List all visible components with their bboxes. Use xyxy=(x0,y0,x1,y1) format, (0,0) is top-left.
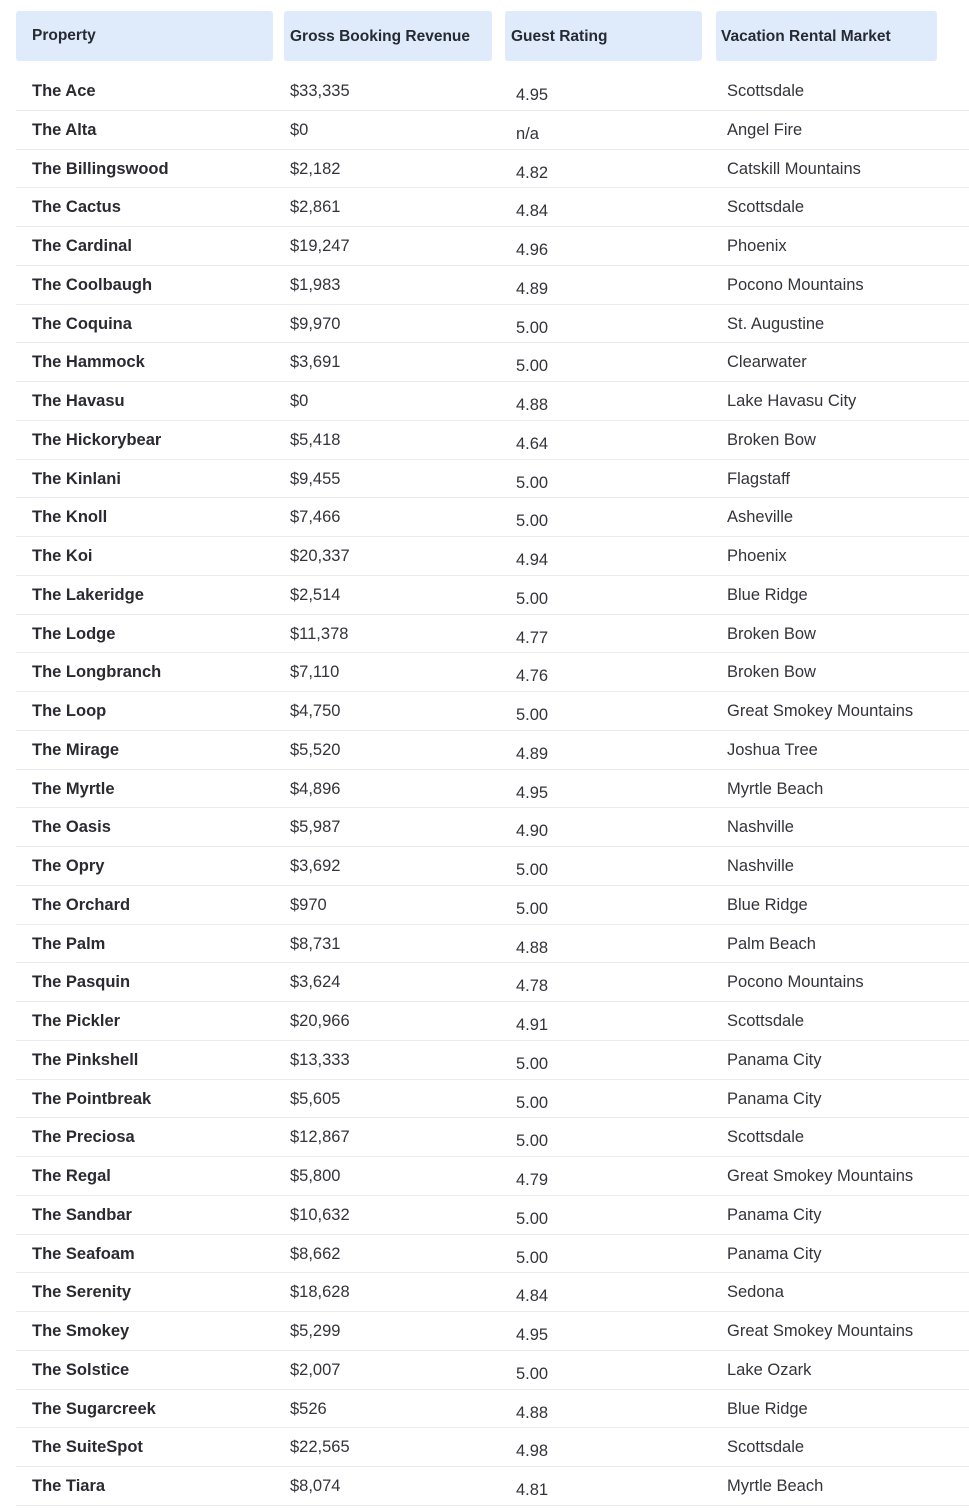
property-name: The Oasis xyxy=(32,818,111,837)
column-header-vacation-rental-market[interactable]: Vacation Rental Market xyxy=(716,11,937,61)
vacation-rental-market: Blue Ridge xyxy=(727,585,808,604)
property-name: The Billingswood xyxy=(32,159,169,178)
guest-rating: 4.88 xyxy=(516,396,549,414)
gross-booking-revenue: $10,632 xyxy=(290,1205,350,1224)
gross-booking-revenue: $8,074 xyxy=(290,1477,341,1495)
table-row xyxy=(0,1041,969,1080)
vacation-rental-market: Great Smokey Mountains xyxy=(727,702,914,720)
guest-rating: 5.00 xyxy=(516,861,549,879)
vacation-rental-market: Scottsdale xyxy=(727,1128,805,1147)
guest-rating: 5.00 xyxy=(516,1054,549,1073)
table-row xyxy=(0,576,969,615)
gross-booking-revenue: $4,896 xyxy=(290,779,341,798)
table-row xyxy=(0,1312,969,1351)
table-row xyxy=(0,615,969,654)
property-name: The Mirage xyxy=(32,740,120,759)
property-name: The Koi xyxy=(32,547,93,565)
table-row xyxy=(0,1002,969,1041)
table-row xyxy=(0,343,969,382)
table-row xyxy=(0,692,969,731)
guest-rating: 4.91 xyxy=(516,1016,549,1034)
vacation-rental-market: Asheville xyxy=(727,508,794,527)
gross-booking-revenue: $2,007 xyxy=(290,1360,341,1379)
guest-rating: 4.78 xyxy=(516,977,549,996)
guest-rating: 4.88 xyxy=(516,938,549,957)
table-row xyxy=(0,925,969,964)
gross-booking-revenue: $5,987 xyxy=(290,818,341,837)
table-row xyxy=(0,1428,969,1467)
property-name: The Hickorybear xyxy=(32,430,162,449)
column-header-gross-booking-revenue[interactable]: Gross Booking Revenue xyxy=(284,11,492,61)
gross-booking-revenue: $7,110 xyxy=(290,663,340,682)
gross-booking-revenue: $3,691 xyxy=(290,353,341,372)
vacation-rental-market: Pocono Mountains xyxy=(727,973,864,992)
guest-rating: 4.89 xyxy=(516,279,549,298)
vacation-rental-market: Broken Bow xyxy=(727,663,816,682)
property-name: The Pickler xyxy=(32,1012,121,1030)
vacation-rental-market: Panama City xyxy=(727,1089,822,1108)
gross-booking-revenue: $5,520 xyxy=(290,740,341,759)
property-name: The Lodge xyxy=(32,624,116,643)
table-row xyxy=(0,1390,969,1429)
guest-rating: 4.84 xyxy=(516,1287,549,1306)
property-name: The Tiara xyxy=(32,1477,106,1495)
property-name: The Havasu xyxy=(32,392,125,410)
vacation-rental-market: Catskill Mountains xyxy=(727,159,861,178)
table-row xyxy=(0,731,969,770)
guest-rating: 4.64 xyxy=(516,434,549,453)
property-name: The Opry xyxy=(32,857,105,875)
gross-booking-revenue: $5,800 xyxy=(290,1167,341,1185)
vacation-rental-market: Great Smokey Mountains xyxy=(727,1167,914,1185)
property-name: The Orchard xyxy=(32,895,131,914)
table-row xyxy=(0,1273,969,1312)
table-row xyxy=(0,537,969,576)
vacation-rental-market: Phoenix xyxy=(727,237,787,255)
column-header-guest-rating[interactable]: Guest Rating xyxy=(505,11,702,61)
vacation-rental-market: Nashville xyxy=(727,857,794,875)
gross-booking-revenue: $5,605 xyxy=(290,1089,341,1108)
guest-rating: 4.77 xyxy=(516,628,549,647)
property-name: The Serenity xyxy=(32,1283,132,1302)
gross-booking-revenue: $5,299 xyxy=(290,1322,341,1340)
guest-rating: 5.00 xyxy=(516,706,549,724)
guest-rating: 4.95 xyxy=(516,783,549,802)
gross-booking-revenue: $2,182 xyxy=(290,159,341,178)
guest-rating: 5.00 xyxy=(516,589,549,608)
gross-booking-revenue: $7,466 xyxy=(290,508,341,527)
table-row xyxy=(0,1351,969,1390)
guest-rating: 5.00 xyxy=(516,1093,549,1112)
gross-booking-revenue: $4,750 xyxy=(290,702,341,720)
guest-rating: 4.76 xyxy=(516,667,549,686)
table-row xyxy=(0,227,969,266)
table-row xyxy=(0,653,969,692)
guest-rating: 4.98 xyxy=(516,1442,549,1461)
column-header-property[interactable]: Property xyxy=(16,11,273,61)
table-row xyxy=(0,188,969,227)
gross-booking-revenue: $5,418 xyxy=(290,430,341,449)
gross-booking-revenue: $8,662 xyxy=(290,1244,341,1263)
guest-rating: 5.00 xyxy=(516,1132,549,1151)
vacation-rental-market: Scottsdale xyxy=(727,1012,805,1030)
gross-booking-revenue: $3,624 xyxy=(290,973,341,992)
guest-rating: 5.00 xyxy=(516,512,549,531)
property-name: The Longbranch xyxy=(32,663,162,682)
gross-booking-revenue: $12,867 xyxy=(290,1128,350,1147)
property-name: The Ace xyxy=(32,82,96,100)
guest-rating: 4.94 xyxy=(516,551,549,569)
property-name: The Cardinal xyxy=(32,237,132,255)
guest-rating: 4.88 xyxy=(516,1403,549,1422)
table-row xyxy=(0,305,969,344)
table-row xyxy=(0,266,969,305)
guest-rating: 4.79 xyxy=(516,1171,549,1189)
table-row xyxy=(0,421,969,460)
property-name: The Coquina xyxy=(32,314,132,333)
table-row xyxy=(0,808,969,847)
table-row xyxy=(0,498,969,537)
property-name: The Sandbar xyxy=(32,1205,132,1224)
vacation-rental-market: Angel Fire xyxy=(727,120,803,139)
table-body xyxy=(0,72,969,1506)
vacation-rental-market: Panama City xyxy=(727,1205,822,1224)
property-name: The Lakeridge xyxy=(32,585,144,604)
vacation-rental-market: Clearwater xyxy=(727,353,807,372)
vacation-rental-market: Great Smokey Mountains xyxy=(727,1322,914,1340)
vacation-rental-market: Blue Ridge xyxy=(727,895,808,914)
gross-booking-revenue: $13,333 xyxy=(290,1050,350,1069)
table-row xyxy=(0,770,969,809)
guest-rating: 4.96 xyxy=(516,241,549,259)
guest-rating: 4.90 xyxy=(516,822,549,841)
vacation-rental-market: Broken Bow xyxy=(727,624,816,643)
property-name: The Myrtle xyxy=(32,779,115,798)
gross-booking-revenue: $1,983 xyxy=(290,275,341,294)
property-name: The Pointbreak xyxy=(32,1089,152,1108)
vacation-rental-market: Myrtle Beach xyxy=(727,1477,824,1495)
property-name: The Sugarcreek xyxy=(32,1399,156,1418)
table-row xyxy=(0,1080,969,1119)
property-name: The Pasquin xyxy=(32,973,131,992)
table-row xyxy=(0,382,969,421)
gross-booking-revenue: $20,966 xyxy=(290,1012,350,1030)
vacation-rental-market: Nashville xyxy=(727,818,794,837)
table-row xyxy=(0,1118,969,1157)
gross-booking-revenue: $2,514 xyxy=(290,585,341,604)
property-name: The Smokey xyxy=(32,1322,130,1340)
property-name: The Hammock xyxy=(32,353,145,372)
gross-booking-revenue: $9,970 xyxy=(290,314,341,333)
guest-rating: 4.95 xyxy=(516,86,549,104)
guest-rating: 5.00 xyxy=(516,473,549,492)
property-name: The Alta xyxy=(32,120,97,139)
table-row xyxy=(0,1235,969,1274)
table-row xyxy=(0,460,969,499)
gross-booking-revenue: $33,335 xyxy=(290,82,350,100)
property-name: The Loop xyxy=(32,702,107,720)
table-row xyxy=(0,886,969,925)
guest-rating: 4.89 xyxy=(516,744,549,763)
gross-booking-revenue: $22,565 xyxy=(290,1438,350,1457)
property-name: The Regal xyxy=(32,1167,111,1185)
table-row xyxy=(0,1157,969,1196)
gross-booking-revenue: $8,731 xyxy=(290,934,341,953)
table-row xyxy=(0,847,969,886)
table-row xyxy=(0,150,969,189)
vacation-rental-market: Lake Ozark xyxy=(727,1360,812,1379)
vacation-rental-market: Myrtle Beach xyxy=(727,779,824,798)
vacation-rental-market: Phoenix xyxy=(727,547,787,565)
guest-rating: 5.00 xyxy=(516,899,549,918)
guest-rating: 5.00 xyxy=(516,1209,549,1228)
guest-rating: 4.82 xyxy=(516,163,549,182)
guest-rating: n/a xyxy=(516,124,539,143)
property-name: The Preciosa xyxy=(32,1128,135,1147)
property-name: The Seafoam xyxy=(32,1244,135,1263)
property-name: The Coolbaugh xyxy=(32,275,153,294)
vacation-rental-market: Scottsdale xyxy=(727,82,805,100)
gross-booking-revenue: $970 xyxy=(290,895,327,914)
gross-booking-revenue: $18,628 xyxy=(290,1283,350,1302)
property-name: The Kinlani xyxy=(32,469,121,488)
gross-booking-revenue: $19,247 xyxy=(290,237,350,255)
guest-rating: 5.00 xyxy=(516,1364,549,1383)
vacation-rental-market: St. Augustine xyxy=(727,314,825,333)
vacation-rental-market: Pocono Mountains xyxy=(727,275,864,294)
guest-rating: 4.84 xyxy=(516,202,549,221)
property-name: The SuiteSpot xyxy=(32,1438,143,1457)
vacation-rental-market: Panama City xyxy=(727,1050,822,1069)
vacation-rental-market: Lake Havasu City xyxy=(727,392,857,410)
gross-booking-revenue: $11,378 xyxy=(290,624,349,643)
gross-booking-revenue: $0 xyxy=(290,120,309,139)
gross-booking-revenue: $3,692 xyxy=(290,857,341,875)
gross-booking-revenue: $20,337 xyxy=(290,547,350,565)
property-name: The Palm xyxy=(32,934,106,953)
table-row xyxy=(0,72,969,111)
vacation-rental-market: Sedona xyxy=(727,1283,784,1302)
table-row xyxy=(0,111,969,150)
gross-booking-revenue: $2,861 xyxy=(290,198,341,217)
guest-rating: 5.00 xyxy=(516,318,549,337)
property-name: The Cactus xyxy=(32,198,121,217)
vacation-rental-market: Broken Bow xyxy=(727,430,816,449)
vacation-rental-market: Joshua Tree xyxy=(727,740,818,759)
guest-rating: 4.81 xyxy=(516,1481,549,1499)
property-name: The Pinkshell xyxy=(32,1050,139,1069)
vacation-rental-market: Scottsdale xyxy=(727,1438,805,1457)
vacation-rental-market: Blue Ridge xyxy=(727,1399,808,1418)
table-row xyxy=(0,1196,969,1235)
gross-booking-revenue: $9,455 xyxy=(290,469,341,488)
vacation-rental-market: Panama City xyxy=(727,1244,822,1263)
table-row xyxy=(0,963,969,1002)
vacation-rental-market: Scottsdale xyxy=(727,198,805,217)
guest-rating: 5.00 xyxy=(516,357,549,376)
guest-rating: 4.95 xyxy=(516,1326,549,1344)
guest-rating: 5.00 xyxy=(516,1248,549,1267)
property-name: The Solstice xyxy=(32,1360,130,1379)
table-header xyxy=(0,0,969,70)
gross-booking-revenue: $0 xyxy=(290,392,309,410)
vacation-rental-market: Palm Beach xyxy=(727,934,816,953)
property-name: The Knoll xyxy=(32,508,108,527)
gross-booking-revenue: $526 xyxy=(290,1399,327,1418)
vacation-rental-market: Flagstaff xyxy=(727,469,790,488)
